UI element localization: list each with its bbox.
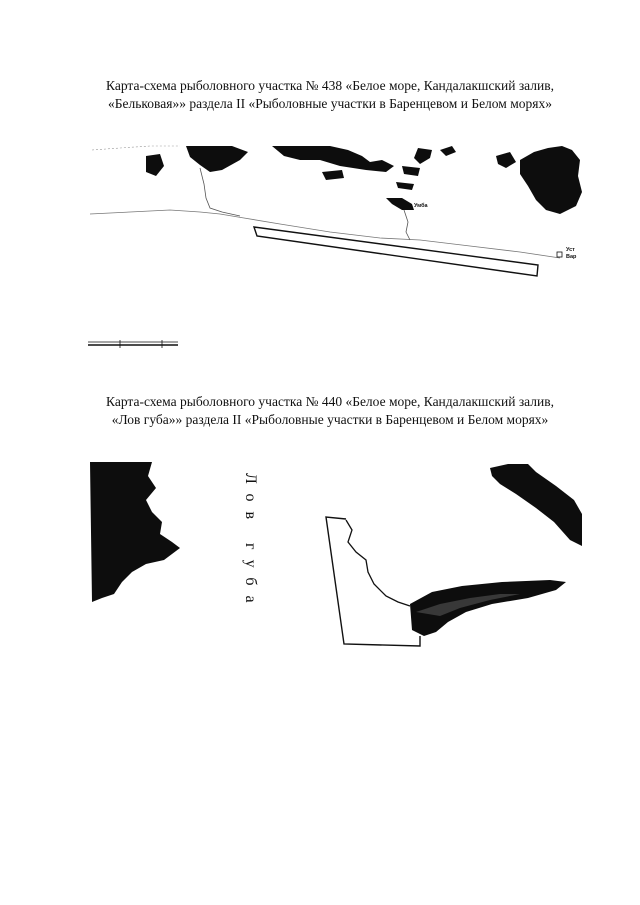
map-438-river (404, 210, 410, 240)
map-440-caption-line1: Карта-схема рыболовного участка № 440 «Белое море, Кандалакшский залив, (106, 394, 554, 409)
map-438-land-mass (272, 146, 394, 172)
map-438-land-mass (396, 182, 414, 190)
map-438-place-label-right: Вар (566, 254, 577, 260)
map-438-caption-line1: Карта-схема рыболовного участка № 438 «Белое море, Кандалакшский залив, (106, 78, 554, 93)
map-438-coastline (92, 146, 180, 150)
map-438-land-mass (322, 170, 344, 180)
map-438-caption-line2: «Бельковая»» раздела II «Рыболовные участки в Баренцевом и Белом морях» (108, 96, 552, 111)
map-438-land-mass (402, 166, 420, 176)
map-438-land-mass (440, 146, 456, 156)
map-440 (0, 455, 640, 670)
map-438-land-mass (414, 148, 432, 164)
map-438-scale-bar (88, 340, 178, 348)
bay-name-vertical: Лов губа (242, 473, 259, 613)
map-438-land-mass (186, 146, 248, 172)
map-440-land-mass (90, 462, 180, 602)
map-438-land-mass (520, 146, 582, 214)
map-440-caption-line2: «Лов губа»» раздела II «Рыболовные участки в Баренцевом и Белом морях» (111, 412, 549, 427)
map-440-bay-name (242, 473, 259, 613)
map-438-land-mass (496, 152, 516, 168)
map-440-caption (60, 393, 600, 429)
map-440-coastline (346, 520, 410, 606)
map-438-place-label: Умба (414, 203, 428, 209)
map-438-land-mass (386, 198, 414, 210)
map-438-place-label-right: Уст (566, 247, 575, 253)
map-438-land-mass (146, 154, 164, 176)
map-438-settlement-marker (557, 252, 562, 257)
fishing-area-438 (254, 227, 538, 276)
map-438-caption (60, 77, 600, 113)
map-438 (0, 140, 640, 370)
map-440-land-mass (490, 464, 582, 546)
map-438-coastline (90, 210, 560, 258)
map-438-river (200, 168, 240, 216)
